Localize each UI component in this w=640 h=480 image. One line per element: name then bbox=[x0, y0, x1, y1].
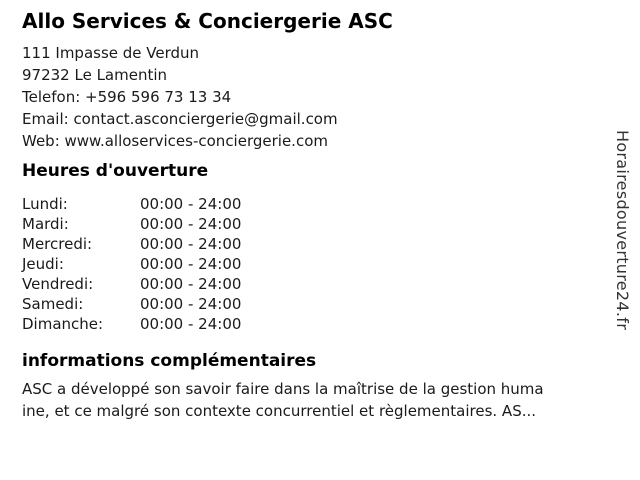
hours-row-wednesday bbox=[22, 234, 640, 254]
day-label: Samedi: bbox=[22, 295, 84, 313]
day-label: Mercredi: bbox=[22, 235, 93, 253]
info-paragraph-line-1: ASC a développé son savoir faire dans la maîtrise de la gestion huma bbox=[22, 380, 544, 398]
additional-info-paragraph bbox=[22, 378, 640, 422]
email-line: Email: contact.asconciergerie@gmail.com bbox=[22, 110, 338, 128]
contact-block bbox=[22, 42, 640, 152]
website-line: Web: www.alloservices-conciergerie.com bbox=[22, 132, 328, 150]
hours-row-friday bbox=[22, 274, 640, 294]
watermark-site-name: Horairesdouverture24.fr bbox=[613, 130, 632, 331]
page-title: Allo Services & Conciergerie ASC bbox=[22, 9, 393, 33]
time-value: 00:00 - 24:00 bbox=[140, 255, 242, 273]
address-street-line: 111 Impasse de Verdun bbox=[22, 44, 200, 62]
day-label: Mardi: bbox=[22, 215, 69, 233]
time-value: 00:00 - 24:00 bbox=[140, 195, 242, 213]
day-label: Dimanche: bbox=[22, 315, 104, 333]
hours-row-sunday bbox=[22, 314, 640, 334]
time-value: 00:00 - 24:00 bbox=[140, 315, 242, 333]
phone-line: Telefon: +596 596 73 13 34 bbox=[22, 88, 232, 106]
time-value: 00:00 - 24:00 bbox=[140, 295, 242, 313]
address-city-line: 97232 Le Lamentin bbox=[22, 66, 168, 84]
hours-row-saturday bbox=[22, 294, 640, 314]
day-label: Lundi: bbox=[22, 195, 68, 213]
info-paragraph-line-2: ine, et ce malgré son contexte concurrentiel et règlementaires. AS... bbox=[22, 402, 537, 420]
day-label: Vendredi: bbox=[22, 275, 94, 293]
day-label: Jeudi: bbox=[22, 255, 64, 273]
additional-info-heading: informations complémentaires bbox=[22, 351, 317, 371]
time-value: 00:00 - 24:00 bbox=[140, 235, 242, 253]
time-value: 00:00 - 24:00 bbox=[140, 215, 242, 233]
opening-hours-heading: Heures d'ouverture bbox=[22, 161, 209, 181]
opening-hours-table bbox=[22, 194, 640, 334]
hours-row-thursday bbox=[22, 254, 640, 274]
time-value: 00:00 - 24:00 bbox=[140, 275, 242, 293]
hours-row-monday bbox=[22, 194, 640, 214]
hours-row-tuesday bbox=[22, 214, 640, 234]
